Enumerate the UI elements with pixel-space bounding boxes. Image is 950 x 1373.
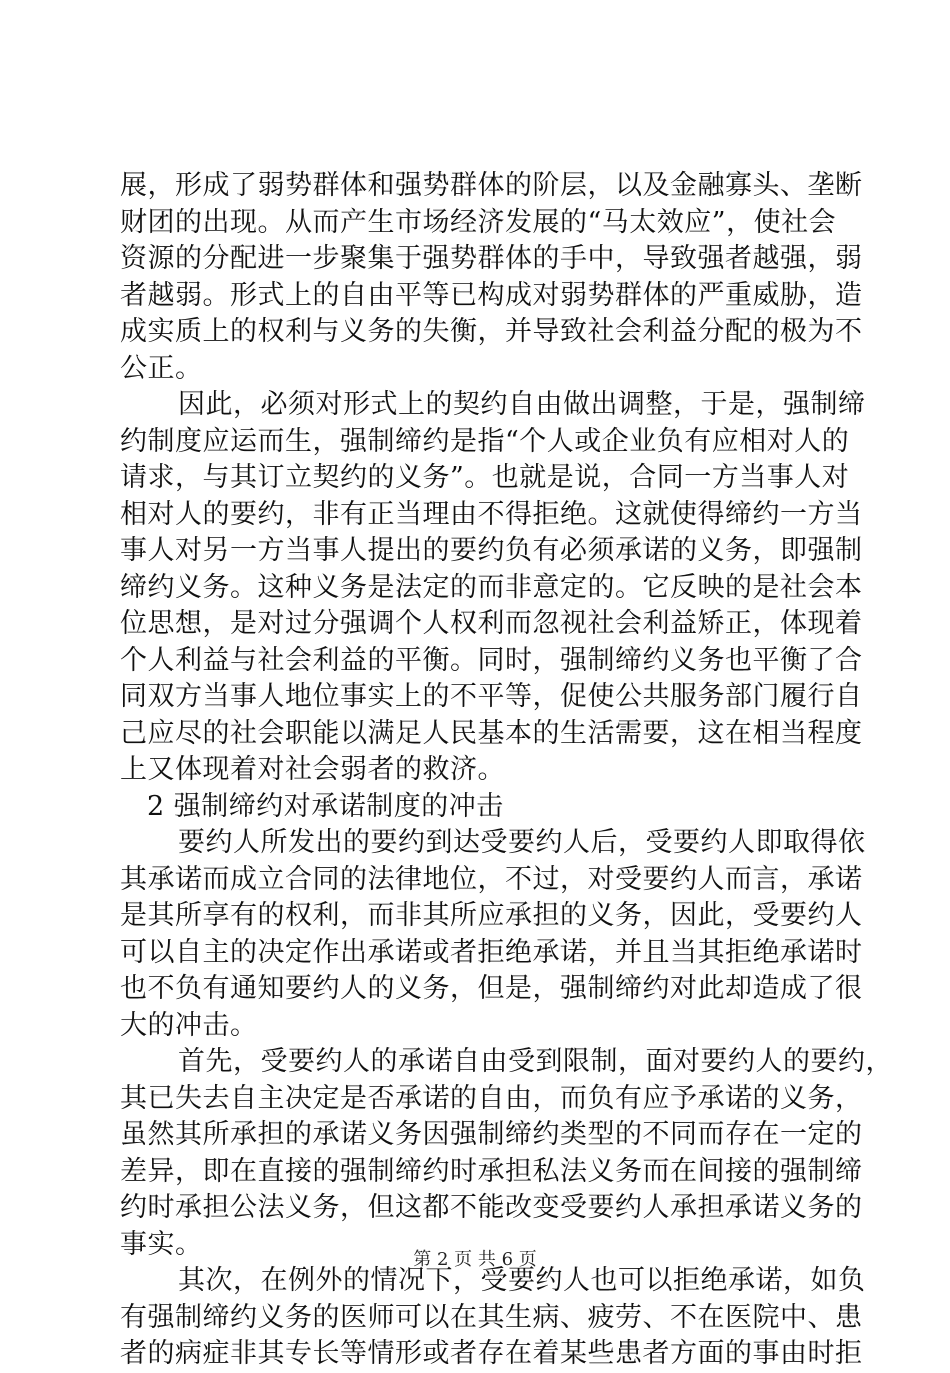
text-line: 上又体现着对社会弱者的救济。 <box>120 754 505 785</box>
text-line: 请求，与其订立契约的义务”。也就是说，合同一方当事人对 <box>120 462 850 493</box>
text-line: 也不负有通知要约人的义务，但是，强制缔约对此却造成了很 <box>120 973 863 1004</box>
text-line: 差异，即在直接的强制缔约时承担私法义务而在间接的强制缔 <box>120 1155 863 1187</box>
text-line: 约时承担公法义务，但这都不能改变受要约人承担承诺义务的 <box>120 1192 863 1223</box>
text-line: 个人利益与社会利益的平衡。同时，强制缔约义务也平衡了合 <box>120 644 863 676</box>
text-line: 事人对另一方当事人提出的要约负有必须承诺的义务，即强制 <box>120 535 863 566</box>
text-line: 者的病症非其专长等情形或者存在着某些患者方面的事由时拒 <box>120 1338 863 1369</box>
text-line: 其已失去自主决定是否承诺的自由，而负有应予承诺的义务， <box>120 1082 863 1114</box>
text-line: 位思想，是对过分强调个人权利而忽视社会利益矫正，体现着 <box>120 608 863 639</box>
paragraph <box>120 1263 866 1373</box>
text-line: 因此，必须对形式上的契约自由做出调整，于是，强制缔 <box>178 389 866 420</box>
text-line: 资源的分配进一步聚集于强势群体的手中，导致强者越强，弱 <box>120 243 863 274</box>
text-line: 是其所享有的权利，而非其所应承担的义务，因此，受要约人 <box>120 900 863 931</box>
text-line: 展，形成了弱势群体和强势群体的阶层，以及金融寡头、垄断 <box>120 170 863 201</box>
text-line: 大的冲击。 <box>120 1009 258 1041</box>
page-footer: 第 2 页 共 6 页 <box>413 1249 537 1270</box>
text-line: 缔约义务。这种义务是法定的而非意定的。它反映的是社会本 <box>120 571 863 603</box>
text-line: 同双方当事人地位事实上的不平等，促使公共服务部门履行自 <box>120 681 863 712</box>
text-line: 财团的出现。从而产生市场经济发展的“马太效应”，使社会 <box>120 206 837 238</box>
paragraph <box>120 387 866 789</box>
paragraph <box>120 825 866 1044</box>
text-line: 其次，在例外的情况下，受要约人也可以拒绝承诺，如负 <box>178 1265 866 1296</box>
text-line: 公正。 <box>120 352 203 384</box>
document-body <box>120 168 893 1373</box>
text-line: 约制度应运而生，强制缔约是指“个人或企业负有应相对人的 <box>120 425 850 457</box>
text-line: 己应尽的社会职能以满足人民基本的生活需要，这在相当程度 <box>120 717 863 749</box>
text-line: 者越弱。形式上的自由平等已构成对弱势群体的严重威胁，造 <box>120 279 863 311</box>
paragraph <box>120 168 863 387</box>
text-line: 其承诺而成立合同的法律地位，不过，对受要约人而言，承诺 <box>120 863 863 895</box>
text-line: 2 强制缔约对承诺制度的冲击 <box>147 790 504 822</box>
text-line: 可以自主的决定作出承诺或者拒绝承诺，并且当其拒绝承诺时 <box>120 936 863 968</box>
text-line: 要约人所发出的要约到达受要约人后，受要约人即取得依 <box>178 827 866 858</box>
text-line: 事实。 <box>120 1228 203 1260</box>
text-line: 成实质上的权利与义务的失衡，并导致社会利益分配的极为不 <box>120 316 863 347</box>
text-line: 首先，受要约人的承诺自由受到限制，面对要约人的要约， <box>178 1046 893 1077</box>
paragraph <box>120 1044 893 1263</box>
text-line: 有强制缔约义务的医师可以在其生病、疲劳、不在医院中、患 <box>120 1301 863 1333</box>
text-line: 虽然其所承担的承诺义务因强制缔约类型的不同而存在一定的 <box>120 1119 863 1150</box>
section-heading <box>120 789 840 826</box>
text-line: 相对人的要约，非有正当理由不得拒绝。这就使得缔约一方当 <box>120 498 863 530</box>
